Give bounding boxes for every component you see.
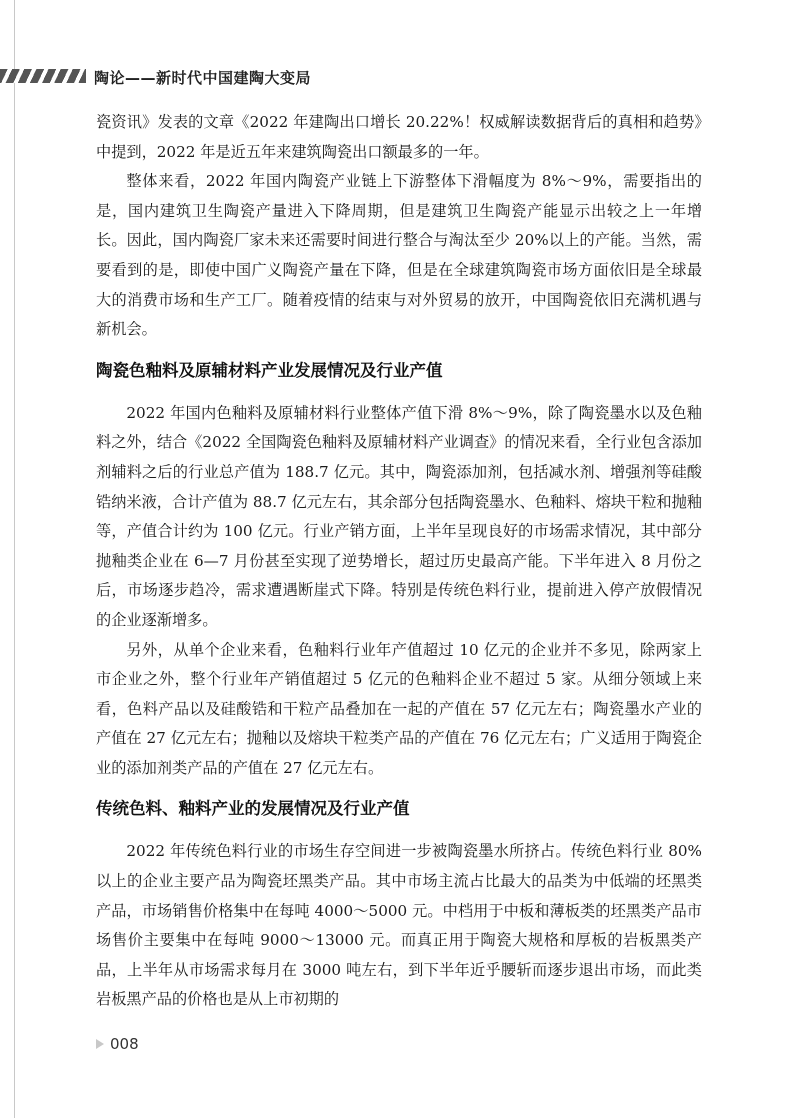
page-number: 008 <box>110 1035 139 1053</box>
paragraph: 整体来看，2022 年国内陶瓷产业链上下游整体下滑幅度为 8%～9%，需要指出的是，国内建筑卫生陶瓷产量进入下降周期，但是建筑卫生陶瓷产能显示出较之上一年增长。因此，国内陶瓷厂家未来还需要时间进行整合与淘汰至少 20%以上的产能。当然，需要看到的是，即使中国广义陶瓷产量在下降，但是在全球建筑陶瓷市场方面依旧是全球最大的消费市场和生产工厂。随着疫情的结束与对外贸易的放开，中国陶瓷依旧充满机遇与新机会。 <box>96 172 702 339</box>
triangle-marker-icon <box>96 1039 104 1049</box>
running-header <box>0 65 800 89</box>
running-header-title: 陶论——新时代中国建陶大变局 <box>94 69 312 87</box>
section-heading-traditional-pigments: 传统色料、釉料产业的发展情况及行业产值 <box>96 799 410 819</box>
paragraph: 2022 年传统色料行业的市场生存空间进一步被陶瓷墨水所挤占。传统色料行业 80%以上的企业主要产品为陶瓷坯黑类产品。其中市场主流占比最大的品类为中低端的坯黑类产品，市场销售价格集中在每吨 4000～5000 元。中档用于中板和薄板类的坯黑类产品市场售价主要集中在每吨 9000～13000 元。而真正用于陶瓷大规格和厚板的岩板黑类产品，上半年从市场需求每月在 3000 吨左右，到下半年近乎腰斩而逐步退出市场，而此类岩板黑产品的价格也是从上市初期的 <box>96 842 702 1009</box>
section-heading-glaze-materials: 陶瓷色釉料及原辅材料产业发展情况及行业产值 <box>96 360 443 380</box>
paragraph: 2022 年国内色釉料及原辅材料行业整体产值下滑 8%～9%，除了陶瓷墨水以及色釉料之外，结合《2022 全国陶瓷色釉料及原辅材料产业调查》的情况来看，全行业包含添加剂辅料之后的行业总产值为 188.7 亿元。其中，陶瓷添加剂，包括减水剂、增强剂等硅酸锆纳米液，合计产值为 88.7 亿元左右，其余部分包括陶瓷墨水、色釉料、熔块干粒和抛釉等，产值合计约为 100 亿元。行业产销方面，上半年呈现良好的市场需求情况，其中部分抛釉类企业在 6—7 月份甚至实现了逆势增长，超过历史最高产能。下半年进入 8 月份之后，市场逐步趋冷，需求遭遇断崖式下降。特别是传统色料行业，提前进入停产放假情况的企业逐渐增多。 <box>96 403 702 629</box>
header-stripe-decoration <box>0 69 86 83</box>
page-footer <box>96 1035 139 1053</box>
paragraph-continued: 瓷资讯》发表的文章《2022 年建陶出口增长 20.22%！权威解读数据背后的真相和趋势》中提到，2022 年是近五年来建筑陶瓷出口额最多的一年。 <box>96 113 702 161</box>
page-body <box>96 108 702 1015</box>
paragraph: 另外，从单个企业来看，色釉料行业年产值超过 10 亿元的企业并不多见，除两家上市企业之外，整个行业年产销值超过 5 亿元的色釉料企业不超过 5 家。从细分领域上来看，色料产品以及硅酸锆和干粒产品叠加在一起的产值在 57 亿元左右；陶瓷墨水产业的产值在 27 亿元左右；抛釉以及熔块干粒类产品的产值在 76 亿元左右；广义适用于陶瓷企业的添加剂类产品的产值在 27 亿元左右。 <box>96 640 702 777</box>
